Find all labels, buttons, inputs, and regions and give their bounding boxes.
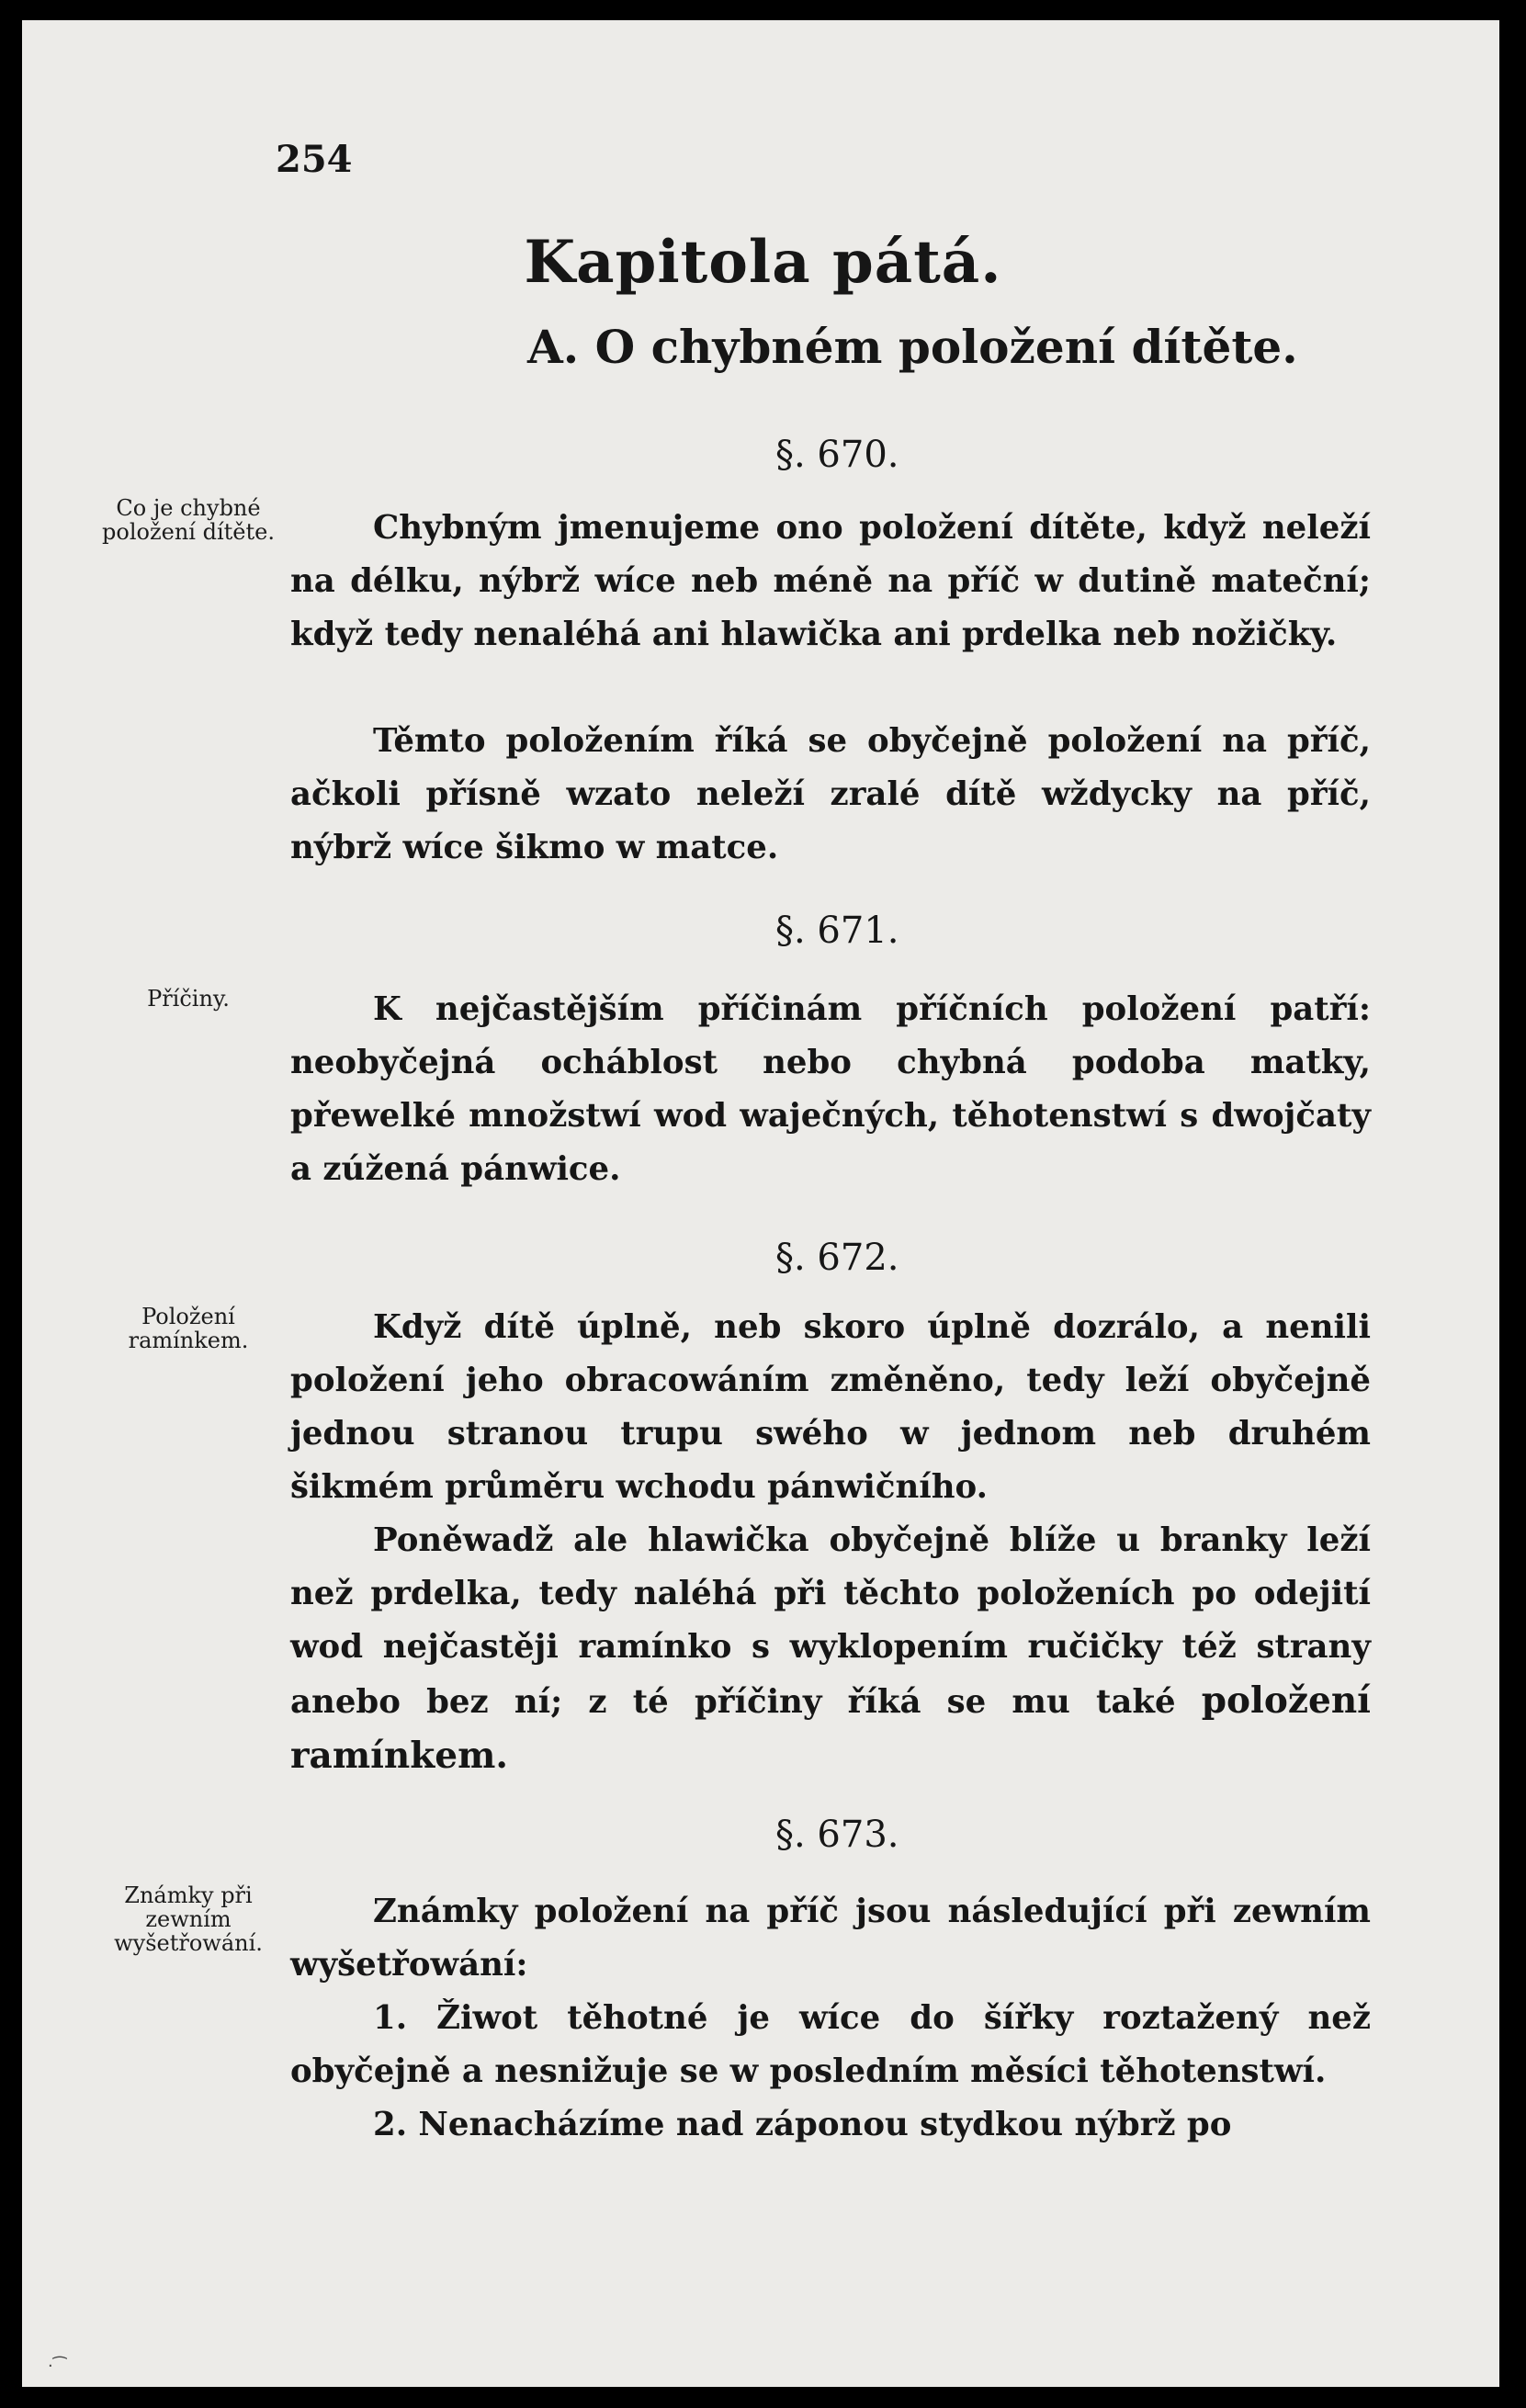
paragraph-670-1: Chybným jmenujeme ono položení dítěte, když neleží na délku, nýbrž wíce neb méně na příč w dutině mateční; když tedy nenaléhá ani hlawička ani prdelka neb nožičky. (290, 509, 1371, 653)
paragraph-672-2-text: Poněwadž ale hlawička obyčejně blíže u branky leží než prdelka, tedy naléhá při těchto položeních po odejití wod nejčastěji ramínko s wyklopením ručičky též strany anebo bez ní; z té příčiny říká se mu také (290, 1521, 1371, 1721)
chapter-title: Kapitola pátá. (524, 228, 1002, 297)
sidenote-chybne-polozeni: Co je chybné položení dítěte. (102, 495, 275, 545)
section-mark-673: §. 673. (775, 1814, 899, 1856)
paragraph-670-2: Těmto položením říká se obyčejně položení na příč, ačkoli přísně wzato neleží zralé dítě wždycky na příč, nýbrž wíce šikmo w matce. (290, 722, 1371, 866)
chapter-subtitle: A. O chybném položení dítěte. (527, 320, 1298, 374)
paragraph-673-item-1: 1. Žiwot těhotné je wíce do šířky roztažený než obyčejně a nesnižuje se w posledním měsíci těhotenstwí. (290, 1999, 1371, 2090)
sidenote-znamky: Známky při zewním wyšetřowání. (114, 1882, 263, 1956)
section-mark-672: §. 672. (775, 1237, 899, 1279)
paragraph-673-1: Známky položení na příč jsou následující při zewním wyšetřowání: (290, 1893, 1371, 1984)
paragraph-673-item-2: 2. Nenacházíme nad záponou stydkou nýbrž po (373, 2106, 1232, 2143)
page-number: 254 (276, 138, 353, 181)
sidenote-priciny: Příčiny. (147, 986, 230, 1012)
paragraph-672-1: Když dítě úplně, neb skoro úplně dozrálo, a nenili položení jeho obracowáním změněno, tedy leží obyčejně jednou stranou trupu swého w jednom neb druhém šikmém průměru wchodu pánwičního. (290, 1308, 1371, 1506)
sidenote-polozeni-raminkem: Položení ramínkem. (128, 1304, 249, 1353)
emphasis-polozeni-raminkem: položení ramínkem. (290, 1679, 1371, 1777)
scan-corner-mark: ·⁀ (48, 2357, 67, 2376)
paragraph-671-1: K nejčastějším příčinám příčních položení patří: neobyčejná ocháblost nebo chybná podoba matky, přewelké množstwí wod waječných, těhotenstwí s dwojčaty a zúžená pánwice. (290, 990, 1371, 1188)
section-mark-671: §. 671. (775, 910, 899, 952)
section-mark-670: §. 670. (775, 434, 899, 476)
paragraph-672-2 (290, 1514, 1371, 1784)
